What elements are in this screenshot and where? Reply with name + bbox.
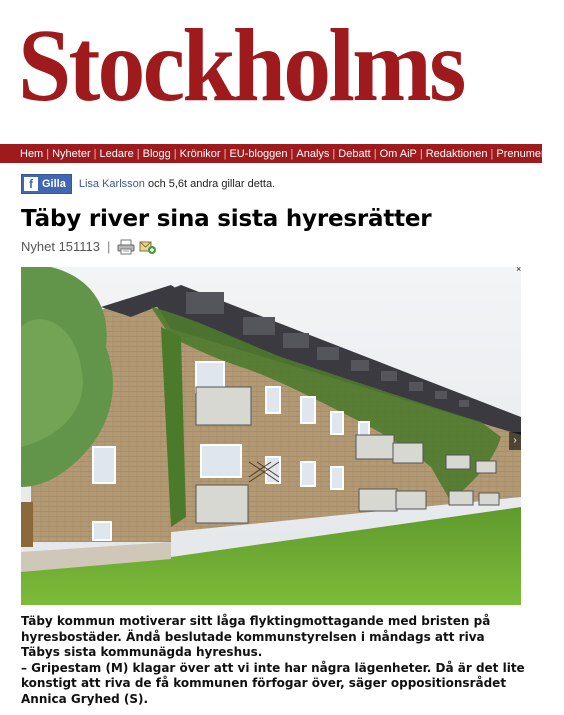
nav-separator: |: [223, 148, 227, 160]
nav-item-blogg[interactable]: Blogg: [142, 148, 171, 160]
site-logo[interactable]: Stockholms: [18, 8, 464, 123]
article-title: Täby river sina sista hyresrätter: [21, 206, 432, 232]
nav-separator: |: [373, 148, 377, 160]
nav-item-om-aip[interactable]: Om AiP: [379, 148, 417, 160]
article-date: Nyhet 151113: [21, 239, 101, 254]
nav-item-redaktionen[interactable]: Redaktionen: [425, 148, 488, 160]
facebook-liker-name[interactable]: Lisa Karlsson: [78, 178, 145, 190]
facebook-like-button[interactable]: [21, 174, 72, 194]
nav-separator: |: [46, 148, 50, 160]
article-paragraph: – Gripestam (M) klagar över att vi inte har några lägenheter. Då är det lite konstigt att riva de få kommunen förfogar över, säger oppositionsrådet Annica Gryhed (S).: [21, 660, 525, 706]
nav-separator: |: [93, 148, 97, 160]
masthead: [0, 0, 542, 140]
share-icon[interactable]: [139, 239, 157, 261]
facebook-icon: f: [24, 177, 38, 191]
nav-item-eu-bloggen[interactable]: EU-bloggen: [229, 148, 288, 160]
close-icon[interactable]: ×: [516, 264, 522, 274]
article-meta: [21, 237, 157, 257]
article-paragraph: Täby kommun motiverar sitt låga flyktingmottagande med bristen på hyresbostäder. Ändå beslutade kommunstyrelsen i måndags att riva Täbys sista kommunägda hyreshus.: [21, 614, 491, 660]
facebook-like-bar: [21, 174, 275, 194]
nav-item-nyheter[interactable]: Nyheter: [52, 148, 91, 160]
facebook-like-count-text: och 5,6t andra gillar detta.: [144, 178, 276, 190]
article-photo: [21, 267, 521, 605]
nav-separator: |: [332, 148, 336, 160]
nav-item-ledare[interactable]: Ledare: [99, 148, 134, 160]
article-body: [21, 614, 526, 708]
nav-item-analys[interactable]: Analys: [296, 148, 330, 160]
nav-separator: |: [173, 148, 177, 160]
nav-item-debatt[interactable]: Debatt: [338, 148, 371, 160]
nav-separator: |: [290, 148, 294, 160]
nav-item-kronikor[interactable]: Krönikor: [179, 148, 221, 160]
nav-separator: |: [490, 148, 494, 160]
main-nav: [0, 144, 561, 163]
facebook-like-label: Gilla: [42, 178, 66, 190]
meta-separator: |: [107, 239, 111, 254]
next-arrow-icon[interactable]: ›: [509, 432, 521, 450]
nav-separator: |: [419, 148, 423, 160]
nav-item-prenumerera[interactable]: Prenumerera: [496, 148, 561, 160]
print-icon[interactable]: [117, 239, 135, 261]
nav-item-hem[interactable]: Hem: [20, 148, 44, 160]
nav-separator: |: [136, 148, 140, 160]
